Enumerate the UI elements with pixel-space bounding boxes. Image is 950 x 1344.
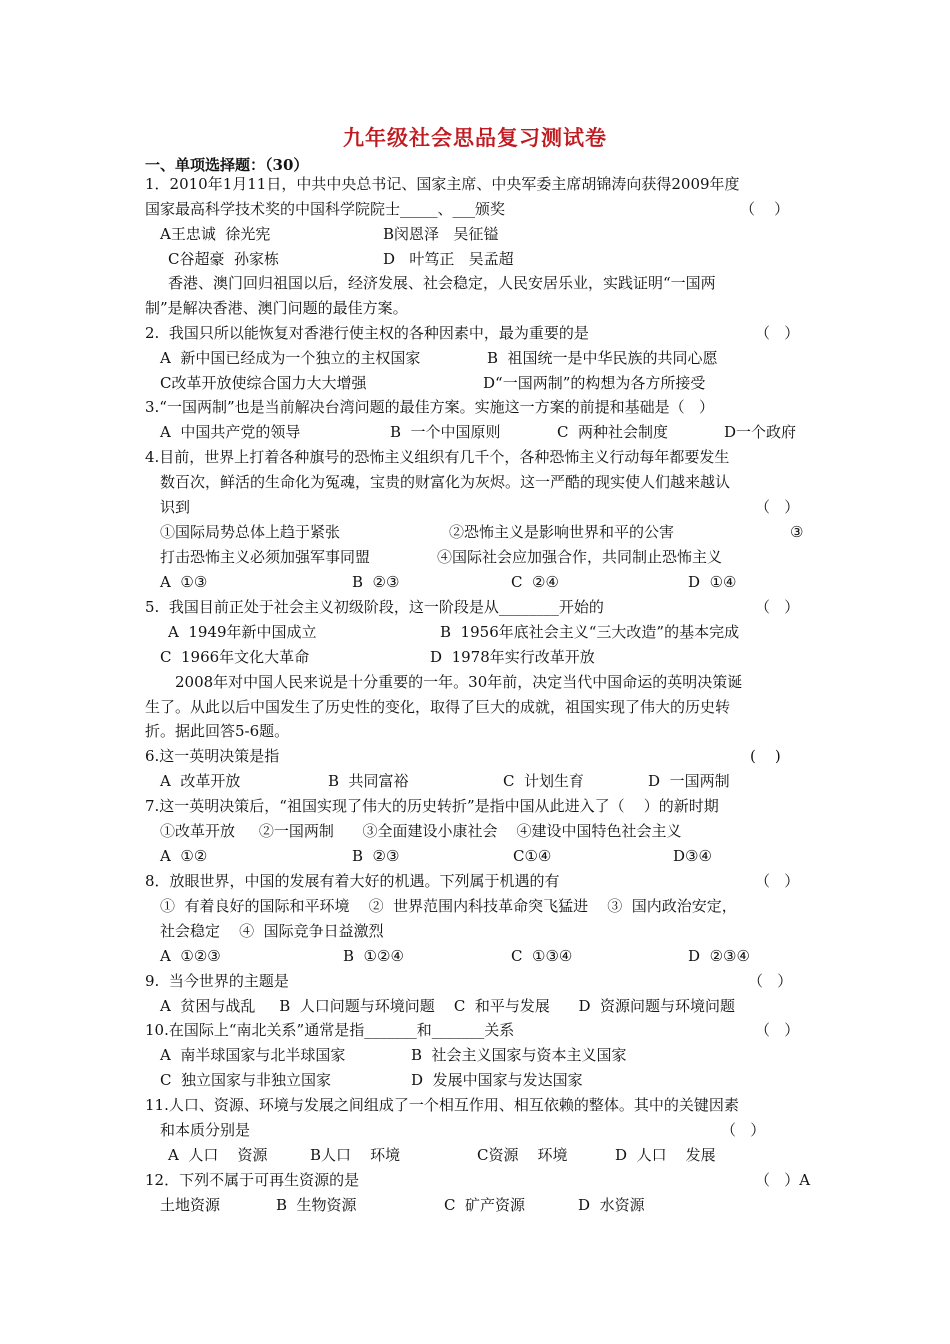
text-line: 识到 [160,498,191,516]
text-line: C 1966年文化大革命 [160,648,310,666]
text-line: C 矿产资源 [444,1196,526,1214]
text-line: 2008年对中国人民来说是十分重要的一年。30年前，决定当代中国命运的英明决策诞 [175,673,743,691]
text-line: D ②③④ [688,947,750,965]
text-line: （ ） [740,200,790,218]
text-line: （ ） [748,972,793,990]
text-line: B闵恩泽 吴征镒 [383,225,499,243]
text-line: ②恐怖主义是影响世界和平的公害 [449,523,675,541]
text-line: B 生物资源 [276,1196,357,1214]
text-line: ① 有着良好的国际和平环境 ② 世界范围内科技革命突飞猛进 ③ 国内政治安定， [160,897,737,915]
text-line: （ ） [755,1021,800,1039]
text-line: B ②③ [352,847,400,865]
text-line: （ ） [755,324,800,342]
text-line: 制”是解决香港、澳门问题的最佳方案。 [145,299,408,317]
text-line: A ①②③ [160,947,221,965]
text-line: B 1956年底社会主义“三大改造”的基本完成 [440,623,740,641]
text-line: B ②③ [352,573,400,591]
text-line: C ②④ [511,573,559,591]
text-line: A 改革开放 [160,772,241,790]
text-line: C资源 环境 [477,1146,568,1164]
text-line: （ ）A [755,1171,811,1189]
text-line: A 南半球国家与北半球国家 [160,1046,346,1064]
text-line: B 一个中国原则 [390,423,501,441]
text-line: D 叶笃正 吴孟超 [383,250,514,268]
text-line: 折。据此回答5-6题。 [145,722,290,740]
text-line: 5. 我国目前正处于社会主义初级阶段，这一阶段是从________开始的 [145,598,604,616]
text-line: 土地资源 [160,1196,221,1214]
text-line: C①④ [513,847,552,865]
text-line: 打击恐怖主义必须加强军事同盟 [160,548,371,566]
text-line: （ ） [721,1121,766,1139]
text-line: 数百次，鲜活的生命化为冤魂，宝贵的财富化为灰烬。这一严酷的现实使人们越来越认 [160,473,731,491]
text-line: A 新中国已经成为一个独立的主权国家 [160,349,421,367]
text-line: B 社会主义国家与资本主义国家 [411,1046,627,1064]
text-line: C 两种社会制度 [557,423,669,441]
text-line: ①改革开放 ②一国两制 ③全面建设小康社会 ④建设中国特色社会主义 [160,822,682,840]
text-line: 4.目前，世界上打着各种旗号的恐怖主义组织有几千个，各种恐怖主义行动每年都要发生 [145,448,730,466]
text-line: 10.在国际上“南北关系”通常是指_______和_______关系 [145,1021,515,1039]
text-line: D③④ [673,847,712,865]
text-line: D“一国两制”的构想为各方所接受 [483,374,706,392]
text-line: （ ） [755,498,800,516]
text-line: ③ [790,523,804,541]
text-line: 和本质分别是 [160,1121,251,1139]
text-line: 生了。从此以后中国发生了历史性的变化，取得了巨大的成就，祖国实现了伟大的历史转 [145,698,731,716]
text-line: ①国际局势总体上趋于紧张 [160,523,341,541]
text-line: （ ） [755,598,800,616]
text-line: ④国际社会应加强合作，共同制止恐怖主义 [437,548,723,566]
text-line: 9. 当今世界的主题是 [145,972,289,990]
text-line: D 发展中国家与发达国家 [411,1071,583,1089]
text-line: D ①④ [688,573,737,591]
text-line: A 贫困与战乱 B 人口问题与环境问题 C 和平与发展 D 资源问题与环境问题 [160,997,736,1015]
text-line: 国家最高科学技术奖的中国科学院院士_____、___颁奖 [145,200,506,218]
text-line: 社会稳定 ④ 国际竞争日益激烈 [160,922,384,940]
text-line: 香港、澳门回归祖国以后，经济发展、社会稳定，人民安居乐业，实践证明“一国两 [168,274,716,292]
text-line: A 中国共产党的领导 [160,423,301,441]
text-line: 6.这一英明决策是指 [145,747,280,765]
text-line: A ①② [160,847,208,865]
text-line: 12．下列不属于可再生资源的是 [145,1171,360,1189]
text-line: B 祖国统一是中华民族的共同心愿 [487,349,718,367]
text-line: D一个政府 [724,423,797,441]
section-heading: 一、单项选择题：（30） [145,156,309,174]
text-line: D 人口 发展 [615,1146,716,1164]
text-line: 2. 我国只所以能恢复对香港行使主权的各种因素中，最为重要的是 [145,324,589,342]
text-line: A 1949年新中国成立 [168,623,317,641]
text-line: B人口 环境 [310,1146,401,1164]
text-line: 8．放眼世界，中国的发展有着大好的机遇。下列属于机遇的有 [145,872,560,890]
text-line: 11.人口、资源、环境与发展之间组成了一个相互作用、相互依赖的整体。其中的关键因素 [145,1096,739,1114]
text-line: （ ） [755,872,800,890]
text-line: C 计划生育 [503,772,585,790]
text-line: C ①③④ [511,947,573,965]
text-line: A王忠诚 徐光宪 [160,225,271,243]
text-line: 1．2010年1月11日，中共中央总书记、国家主席、中央军委主席胡锦涛向获得2009年度 [145,175,740,193]
text-line: C 独立国家与非独立国家 [160,1071,332,1089]
text-line: 7.这一英明决策后，“祖国实现了伟大的历史转折”是指中国从此进入了（ ）的新时期 [145,797,719,815]
text-line: C改革开放使综合国力大大增强 [160,374,367,392]
text-line: A ①③ [160,573,208,591]
text-line: B ①②④ [343,947,404,965]
text-line: D 一国两制 [648,772,730,790]
text-line: D 水资源 [578,1196,645,1214]
text-line: C谷超豪 孙家栋 [168,250,280,268]
text-line: A 人口 资源 [168,1146,268,1164]
page-title: 九年级社会思品复习测试卷 [343,125,607,150]
text-line: 3.“一国两制”也是当前解决台湾问题的最佳方案。实施这一方案的前提和基础是（ ） [145,398,714,416]
text-line: D 1978年实行改革开放 [430,648,595,666]
text-line: B 共同富裕 [328,772,409,790]
text-line: ( ) [750,747,781,765]
